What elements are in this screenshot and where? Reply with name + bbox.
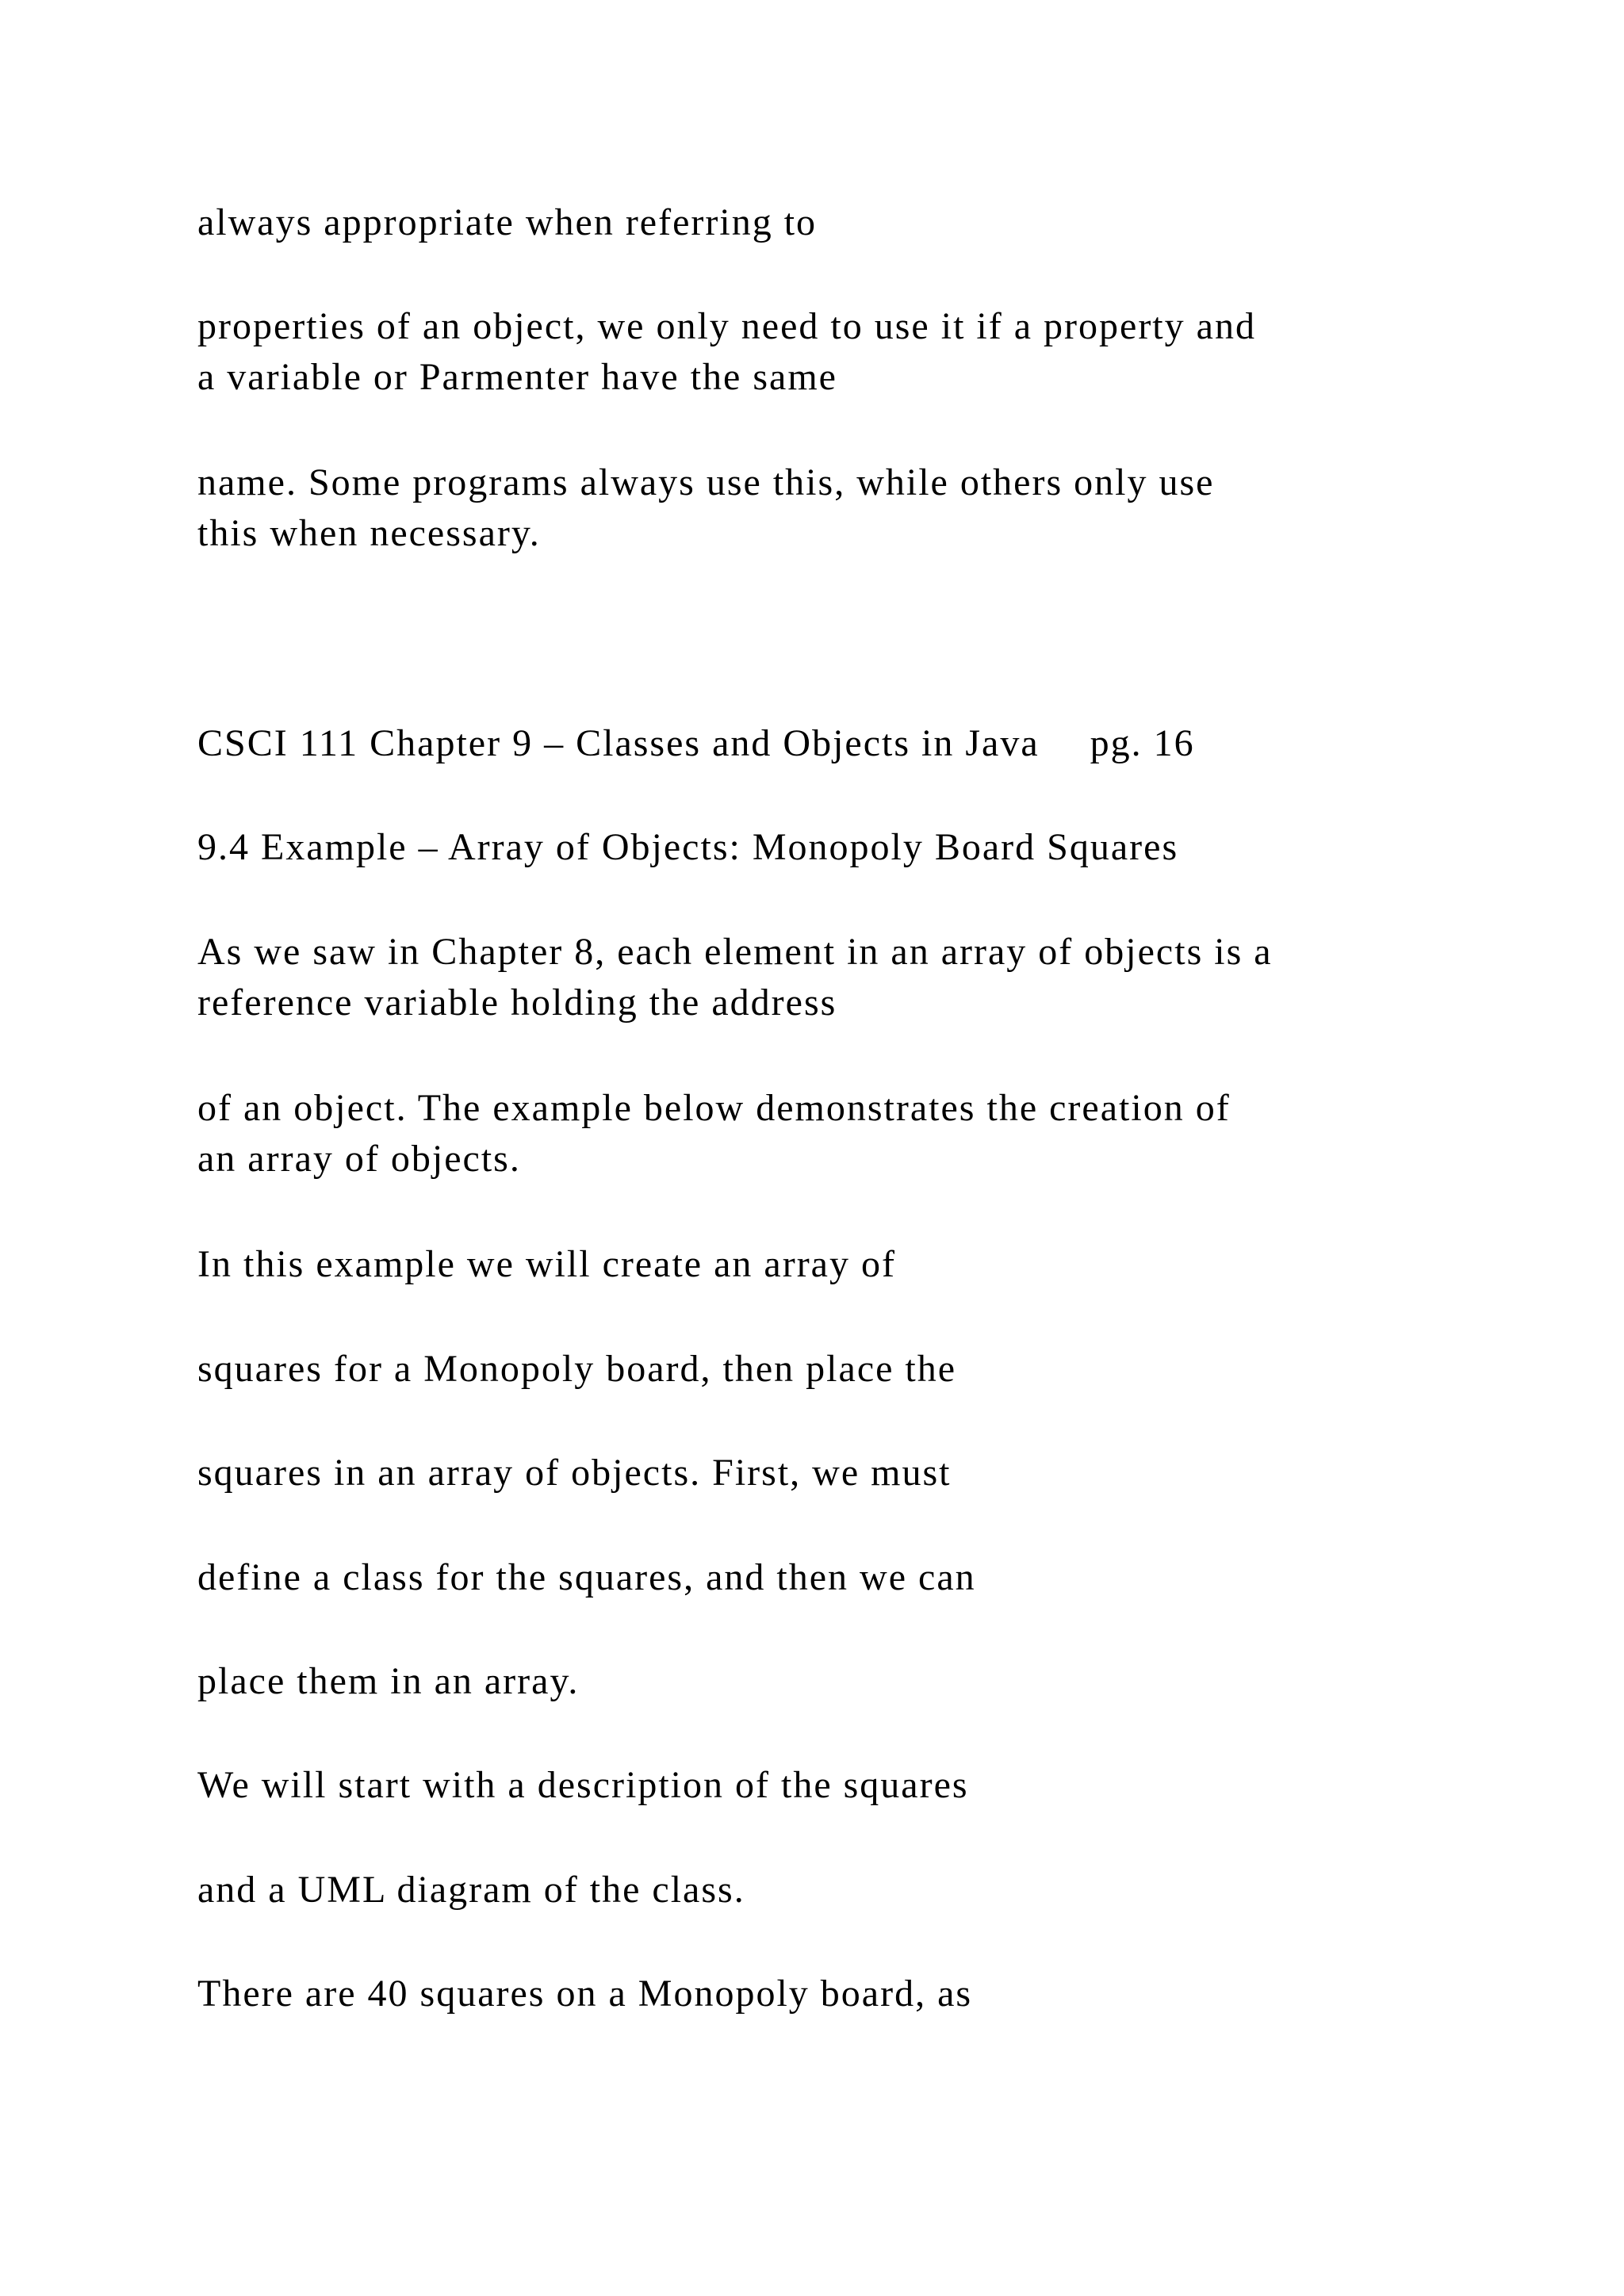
text-line: 9.4 Example – Array of Objects: Monopoly Board Squares (197, 826, 1179, 868)
paragraph-12 (197, 1760, 1498, 1811)
paragraph-2 (197, 301, 1498, 403)
text-line: squares in an array of objects. First, we must (197, 1452, 952, 1494)
text-line: properties of an object, we only need to use it if a property and (197, 305, 1256, 347)
paragraph-1 (197, 197, 1498, 248)
paragraph-11 (197, 1656, 1498, 1707)
paragraph-6 (197, 1083, 1498, 1184)
paragraph-10 (197, 1552, 1498, 1603)
text-line: There are 40 squares on a Monopoly board, as (197, 1973, 973, 2015)
page-header (197, 718, 1498, 769)
paragraph-7 (197, 1239, 1498, 1290)
paragraph-14 (197, 1969, 1498, 2019)
text-line: place them in an array. (197, 1660, 580, 1702)
text-line: squares for a Monopoly board, then place the (197, 1348, 957, 1390)
paragraph-5 (197, 927, 1498, 1028)
text-line: name. Some programs always use this, while others only use (197, 461, 1215, 503)
text-line: always appropriate when referring to (197, 201, 818, 243)
paragraph-8 (197, 1344, 1498, 1395)
header-title: CSCI 111 Chapter 9 – Classes and Objects in Java (197, 722, 1040, 764)
text-line: As we saw in Chapter 8, each element in an array of objects is a (197, 931, 1273, 973)
text-line: this when necessary. (197, 512, 541, 554)
text-line: In this example we will create an array of (197, 1243, 896, 1285)
text-line: define a class for the squares, and then we can (197, 1556, 976, 1598)
paragraph-13 (197, 1865, 1498, 1915)
text-line: an array of objects. (197, 1138, 521, 1180)
text-line: of an object. The example below demonstrates the creation of (197, 1087, 1231, 1129)
section-heading (197, 822, 1498, 873)
paragraph-9 (197, 1448, 1498, 1498)
header-page-number: pg. 16 (1090, 722, 1195, 764)
paragraph-3 (197, 457, 1498, 559)
text-line: and a UML diagram of the class. (197, 1869, 745, 1911)
text-line: a variable or Parmenter have the same (197, 356, 837, 398)
text-line: reference variable holding the address (197, 982, 837, 1024)
text-line: We will start with a description of the squares (197, 1764, 969, 1806)
